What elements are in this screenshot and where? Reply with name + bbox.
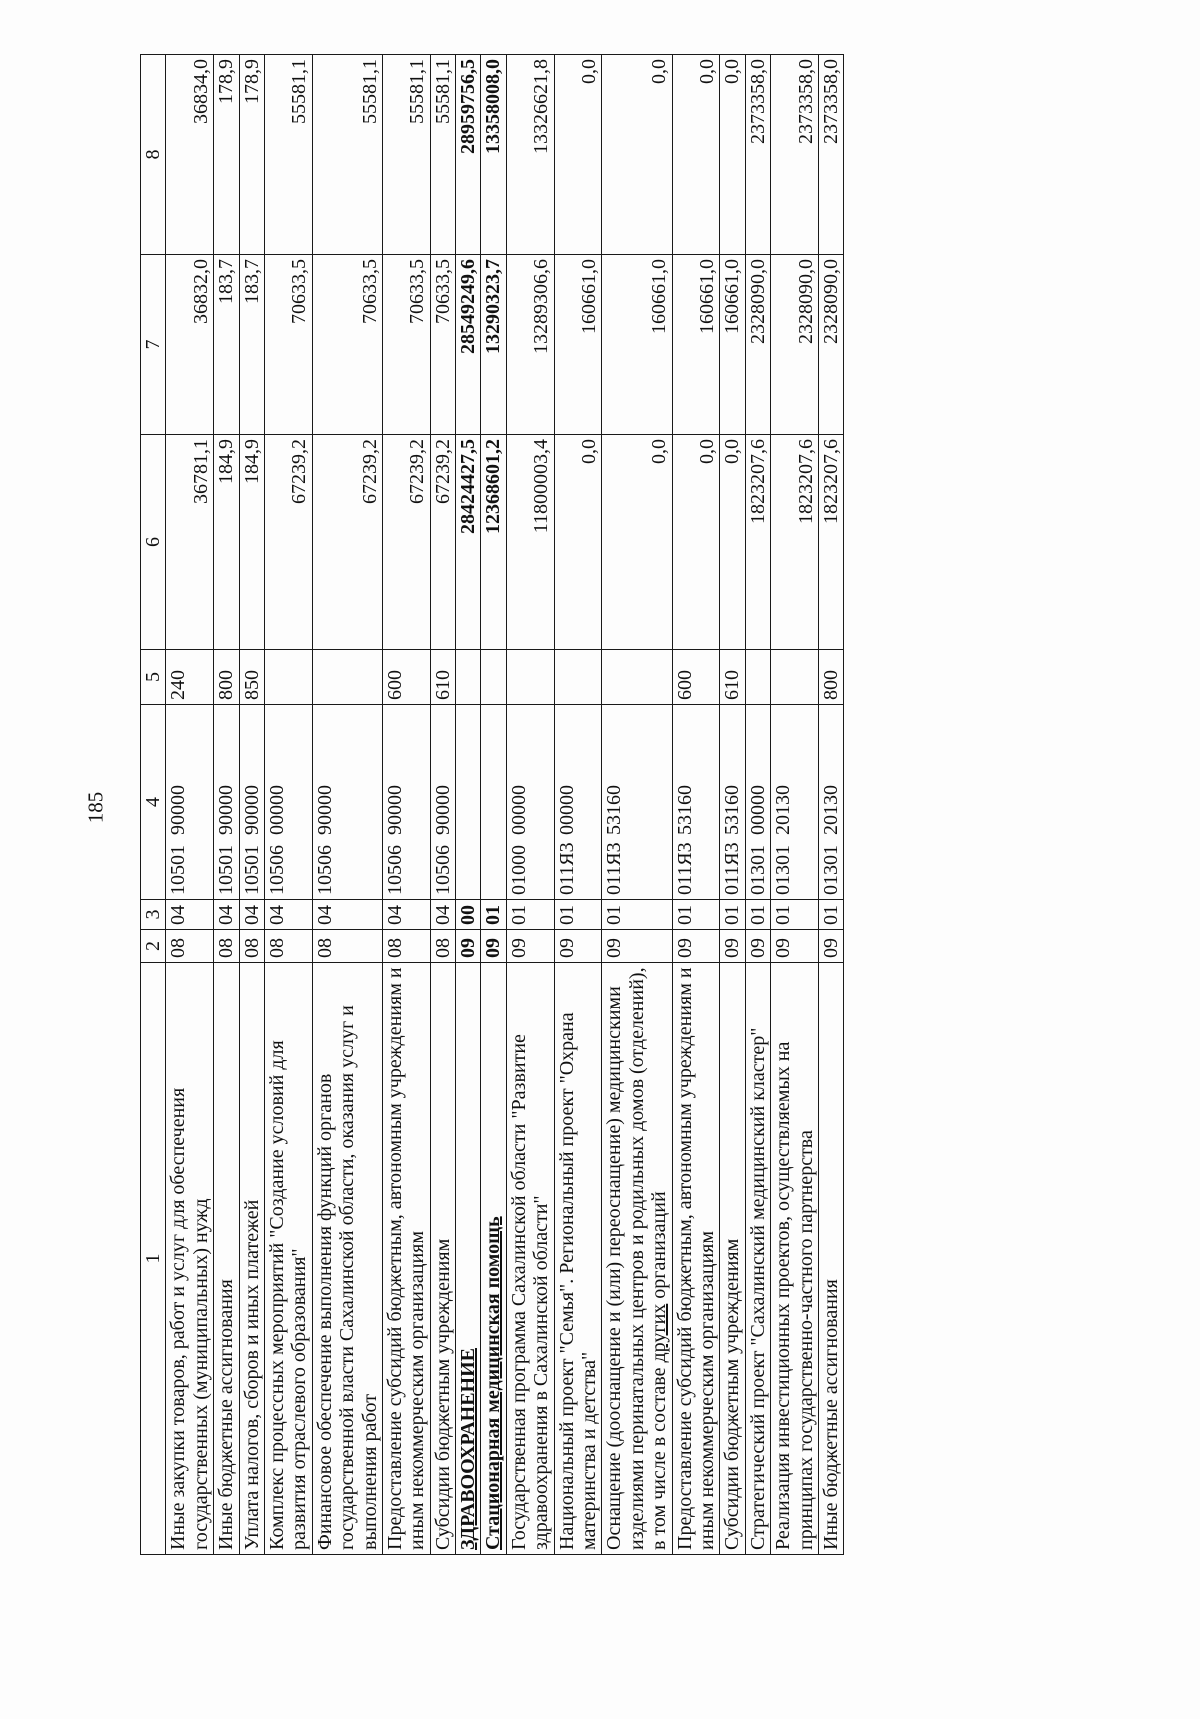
amount-col-8: 2373358,0 [745,55,770,255]
amount-col-6: 1823207,6 [818,435,843,650]
section-code: 08 [166,930,214,963]
expense-type-code [264,650,312,705]
header-col-1: 1 [141,963,166,1555]
target-article-code: 0130100000 [745,705,770,900]
row-name: Реализация инвестиционных проектов, осуществляемых на принципах государственно-частного партнерства [771,963,819,1555]
budget-table [140,54,844,1555]
amount-col-6: 67239,2 [312,435,382,650]
header-col-2: 2 [141,930,166,963]
target-article-code: 1050690000 [430,705,455,900]
amount-col-7: 2328090,0 [771,255,819,435]
amount-col-6: 184,9 [214,435,239,650]
section-code: 08 [382,930,430,963]
target-article-code: 011Я353160 [720,705,745,900]
header-col-3: 3 [141,900,166,930]
amount-col-7: 13290323,7 [481,255,506,435]
target-article-code: 1050690000 [312,705,382,900]
amount-col-8: 178,9 [214,55,239,255]
amount-col-7: 160661,0 [602,255,672,435]
expense-type-code [506,650,554,705]
amount-col-8: 55581,1 [382,55,430,255]
table-row [602,55,672,1555]
section-code: 09 [554,930,602,963]
section-code: 08 [430,930,455,963]
section-code: 08 [214,930,239,963]
table-row [771,55,819,1555]
section-code: 09 [481,930,506,963]
amount-col-8: 0,0 [672,55,720,255]
target-article-code: 1050190000 [239,705,264,900]
target-article-code [456,705,481,900]
amount-col-8: 13326621,8 [506,55,554,255]
target-article-code: 011Я353160 [602,705,672,900]
page-number: 185 [83,791,108,824]
amount-col-7: 2328090,0 [818,255,843,435]
target-article-code: 1050190000 [166,705,214,900]
amount-col-8: 28959756,5 [456,55,481,255]
subsection-code: 04 [166,900,214,930]
target-article-code: 0130120130 [818,705,843,900]
subsection-code: 04 [214,900,239,930]
subsection-code: 01 [481,900,506,930]
table-row [745,55,770,1555]
amount-col-7: 183,7 [239,255,264,435]
amount-col-7: 160661,0 [720,255,745,435]
amount-col-7: 160661,0 [554,255,602,435]
subsection-code: 01 [506,900,554,930]
expense-type-code: 800 [818,650,843,705]
row-name: Государственная программа Сахалинской области "Развитие здравоохранения в Сахалинской области" [506,963,554,1555]
section-code: 09 [745,930,770,963]
subsection-code: 04 [312,900,382,930]
amount-col-7: 36832,0 [166,255,214,435]
row-name: Иные бюджетные ассигнования [818,963,843,1555]
amount-col-6: 0,0 [720,435,745,650]
row-name: Стратегический проект "Сахалинский медицинский кластер" [745,963,770,1555]
table-row [506,55,554,1555]
expense-type-code [554,650,602,705]
amount-col-6: 0,0 [554,435,602,650]
amount-col-8: 0,0 [554,55,602,255]
amount-col-8: 2373358,0 [818,55,843,255]
section-code: 08 [264,930,312,963]
expense-type-code [745,650,770,705]
section-code: 09 [771,930,819,963]
amount-col-7: 28549249,6 [456,255,481,435]
subsection-code: 01 [818,900,843,930]
target-article-code: 1050690000 [382,705,430,900]
header-col-7: 7 [141,255,166,435]
rotated-table-container [140,55,844,1555]
row-name: Оснащение (дооснащение и (или) переоснащение) медицинскими изделиями перинатальных центров и родильных домов (отделений), в том числе в составе других организаций [602,963,672,1555]
table-row [481,55,506,1555]
amount-col-7: 70633,5 [312,255,382,435]
section-code: 09 [672,930,720,963]
header-col-8: 8 [141,55,166,255]
subsection-code: 04 [430,900,455,930]
table-row [382,55,430,1555]
expense-type-code: 240 [166,650,214,705]
subsection-code: 01 [602,900,672,930]
amount-col-6: 12368601,2 [481,435,506,650]
table-row [214,55,239,1555]
target-article-code: 011Я353160 [672,705,720,900]
amount-col-8: 36834,0 [166,55,214,255]
amount-col-8: 0,0 [602,55,672,255]
amount-col-6: 11800003,4 [506,435,554,650]
target-article-code: 0130120130 [771,705,819,900]
expense-type-code [602,650,672,705]
row-name: Стационарная медицинская помощь [481,963,506,1555]
amount-col-6: 67239,2 [382,435,430,650]
amount-col-8: 0,0 [720,55,745,255]
table-row [456,55,481,1555]
target-article-code: 0100000000 [506,705,554,900]
row-name: Субсидии бюджетным учреждениям [430,963,455,1555]
expense-type-code [456,650,481,705]
expense-type-code: 800 [214,650,239,705]
row-name: Национальный проект "Семья". Региональный проект "Охрана материнства и детства" [554,963,602,1555]
expense-type-code: 600 [672,650,720,705]
row-name: Иные бюджетные ассигнования [214,963,239,1555]
table-row [166,55,214,1555]
row-name: Уплата налогов, сборов и иных платежей [239,963,264,1555]
amount-col-8: 13358008,0 [481,55,506,255]
header-col-6: 6 [141,435,166,650]
table-row [672,55,720,1555]
table-row [554,55,602,1555]
expense-type-code [312,650,382,705]
table-row [312,55,382,1555]
amount-col-6: 184,9 [239,435,264,650]
row-name: Предоставление субсидий бюджетным, автономным учреждениям и иным некоммерческим организациям [382,963,430,1555]
subsection-code: 04 [264,900,312,930]
section-code: 09 [720,930,745,963]
section-code: 08 [312,930,382,963]
amount-col-7: 70633,5 [382,255,430,435]
table-row [818,55,843,1555]
amount-col-8: 55581,1 [312,55,382,255]
section-code: 09 [456,930,481,963]
subsection-code: 04 [239,900,264,930]
section-code: 09 [506,930,554,963]
amount-col-8: 55581,1 [264,55,312,255]
row-name: Предоставление субсидий бюджетным, автономным учреждениям и иным некоммерческим организациям [672,963,720,1555]
section-code: 08 [239,930,264,963]
amount-col-6: 67239,2 [430,435,455,650]
target-article-code: 1050190000 [214,705,239,900]
row-name: Комплекс процессных мероприятий "Создание условий для развития отраслевого образования" [264,963,312,1555]
header-col-5: 5 [141,650,166,705]
section-code: 09 [818,930,843,963]
amount-col-7: 70633,5 [264,255,312,435]
amount-col-7: 160661,0 [672,255,720,435]
expense-type-code: 610 [430,650,455,705]
amount-col-7: 13289306,6 [506,255,554,435]
amount-col-7: 70633,5 [430,255,455,435]
subsection-code: 01 [771,900,819,930]
expense-type-code: 850 [239,650,264,705]
amount-col-7: 2328090,0 [745,255,770,435]
table-row [264,55,312,1555]
subsection-code: 01 [745,900,770,930]
amount-col-6: 36781,1 [166,435,214,650]
subsection-code: 00 [456,900,481,930]
amount-col-7: 183,7 [214,255,239,435]
amount-col-6: 28424427,5 [456,435,481,650]
row-name: ЗДРАВООХРАНЕНИЕ [456,963,481,1555]
header-row [141,55,166,1555]
amount-col-6: 1823207,6 [745,435,770,650]
subsection-code: 04 [382,900,430,930]
table-row [239,55,264,1555]
row-name: Финансовое обеспечение выполнения функций органов государственной власти Сахалинской области, оказания услуг и выполнения работ [312,963,382,1555]
expense-type-code [481,650,506,705]
subsection-code: 01 [554,900,602,930]
expense-type-code [771,650,819,705]
amount-col-6: 0,0 [672,435,720,650]
target-article-code: 1050600000 [264,705,312,900]
target-article-code: 011Я300000 [554,705,602,900]
target-article-code [481,705,506,900]
amount-col-6: 0,0 [602,435,672,650]
amount-col-8: 55581,1 [430,55,455,255]
amount-col-8: 2373358,0 [771,55,819,255]
subsection-code: 01 [672,900,720,930]
amount-col-8: 178,9 [239,55,264,255]
section-code: 09 [602,930,672,963]
header-col-4: 4 [141,705,166,900]
row-name: Иные закупки товаров, работ и услуг для обеспечения государственных (муниципальных) нужд [166,963,214,1555]
amount-col-6: 1823207,6 [771,435,819,650]
subsection-code: 01 [720,900,745,930]
row-name: Субсидии бюджетным учреждениям [720,963,745,1555]
expense-type-code: 600 [382,650,430,705]
expense-type-code: 610 [720,650,745,705]
table-row [430,55,455,1555]
amount-col-6: 67239,2 [264,435,312,650]
table-row [720,55,745,1555]
